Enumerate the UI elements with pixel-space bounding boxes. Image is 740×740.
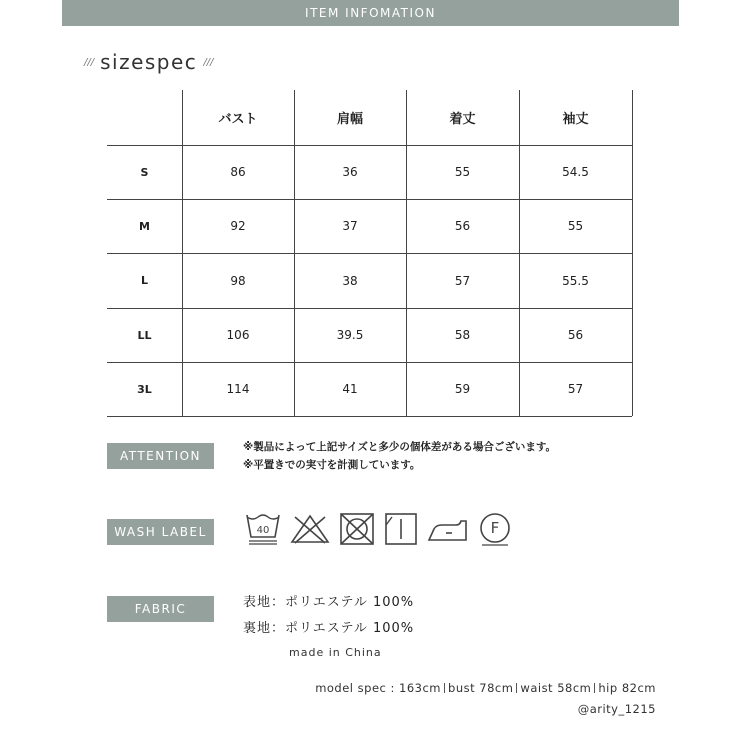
table-cell: 55 — [454, 165, 471, 179]
table-header-cell: 肩幅 — [336, 112, 363, 127]
table-cell: 38 — [342, 273, 358, 288]
sizespec-label: sizespec — [100, 50, 198, 74]
table-header-cell: 袖丈 — [562, 112, 589, 127]
model-bust: bust 78cm — [448, 681, 514, 695]
fabric-line: 表地：ポリエステル 100% — [243, 595, 415, 610]
model-waist: waist 58cm — [520, 681, 592, 695]
dry-clean-f-icon — [477, 511, 513, 547]
table-header-cell: バスト — [218, 112, 258, 127]
model-hip: hip 82cm — [598, 681, 656, 695]
separator — [444, 683, 445, 693]
attention-label-text: ATTENTION — [119, 449, 202, 463]
table-cell: 58 — [454, 328, 471, 342]
table-cell: 36 — [342, 165, 358, 179]
line-dry-icon — [383, 511, 419, 547]
separator — [594, 683, 595, 693]
table-cell: 55.5 — [562, 273, 589, 288]
dry-clean-f-icon-text: F — [490, 519, 500, 537]
table-cell: 54.5 — [562, 165, 589, 179]
table-cell: 114 — [226, 382, 250, 396]
wash-icons — [244, 511, 520, 547]
table-row-size: M — [139, 219, 150, 233]
model-height: 163cm — [399, 681, 442, 695]
attention-text — [243, 438, 556, 474]
no-tumble-dry-icon — [338, 511, 376, 547]
table-cell: 106 — [226, 328, 250, 342]
sizespec-suffix: /// — [203, 56, 214, 68]
table-header-cell: 着丈 — [449, 112, 476, 127]
fabric-line: 裏地：ポリエステル 100% — [243, 621, 415, 636]
wash-label-text: WASH LABEL — [114, 525, 207, 539]
table-hline — [107, 416, 632, 417]
table-row-size: L — [140, 274, 148, 287]
model-spec — [315, 681, 656, 695]
table-cell: 39.5 — [336, 328, 364, 342]
table-cell: 57 — [567, 382, 584, 396]
no-bleach-icon — [289, 511, 331, 547]
fabric-text — [243, 590, 414, 642]
header-bar — [62, 0, 679, 26]
table-cell: 37 — [342, 219, 358, 233]
table-row-size: S — [140, 165, 149, 179]
attention-line: ※製品によって上記サイズと多少の個体差がある場合ございます。 — [243, 441, 557, 453]
table-cell: 55 — [567, 219, 584, 233]
model-spec-prefix: model spec : — [315, 681, 400, 695]
fabric-label — [107, 596, 214, 622]
header-title: ITEM INFOMATION — [305, 6, 436, 20]
iron-low-icon — [426, 511, 470, 547]
size-table — [107, 90, 632, 416]
table-cell: 57 — [454, 273, 471, 288]
fabric-label-text: FABRIC — [134, 602, 187, 616]
table-cell: 41 — [342, 382, 358, 396]
table-row-size: LL — [137, 328, 152, 342]
table-cell: 92 — [230, 219, 246, 233]
sizespec-title — [78, 50, 219, 74]
made-in: made in China — [289, 646, 382, 659]
attention-label — [107, 443, 214, 469]
table-cell: 98 — [230, 273, 246, 288]
wash-40-icon — [244, 511, 282, 547]
account-handle: @arity_1215 — [577, 702, 656, 716]
table-cell: 56 — [567, 328, 584, 342]
sizespec-prefix: /// — [84, 56, 95, 68]
table-cell: 59 — [454, 382, 471, 396]
wash-label-label — [107, 519, 214, 545]
table-cell: 86 — [230, 165, 246, 179]
table-cell: 56 — [454, 219, 471, 233]
table-vline — [632, 90, 633, 416]
wash-40-icon-text: 40 — [256, 525, 270, 536]
attention-line: ※平置きでの実寸を計測しています。 — [243, 459, 421, 471]
separator — [516, 683, 517, 693]
table-row-size: 3L — [137, 382, 152, 396]
